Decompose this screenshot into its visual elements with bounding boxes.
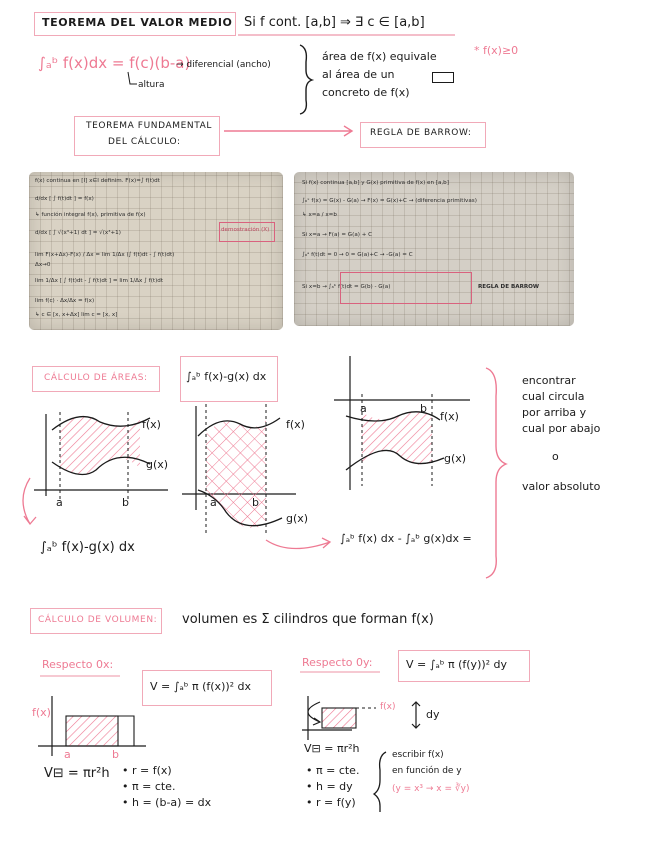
area-g2-a: a [210, 496, 217, 509]
photo-left-line: ↳ c ∈ [x, x+Δx] lim c = [x, x] [35, 312, 118, 318]
tvm-area-note-1: área de f(x) equivale [322, 50, 437, 63]
volumen-oy-formula: V = ∫ₐᵇ π (f(y))² dy [406, 658, 508, 671]
tvm-condition: * f(x)≥0 [474, 44, 519, 57]
area-g2-b: b [252, 496, 259, 509]
area-g3-fx: f(x) [440, 410, 459, 423]
tvm-altura: altura [138, 80, 165, 90]
volumen-ox-title: Respecto 0x: [42, 658, 114, 671]
photo-right-line: ∫ₐˣ f(x) = G(x) - G(a) → F(x) = G(x)+C → (diferencia primitivas) [302, 198, 477, 204]
areas-note-2: cual circula [522, 390, 585, 403]
photo-left-line: Δx→0 [35, 262, 51, 268]
photo-left-line: f(x) continua en [I] x∈I definim. F(x)=∫ f(t)dt [35, 178, 160, 184]
area-g1-b: b [122, 496, 129, 509]
volumen-oy-title: Respecto 0y: [302, 656, 373, 669]
areas-bottom-formula: ∫ₐᵇ f(x)-g(x) dx [40, 540, 135, 555]
area-g1-a: a [56, 496, 63, 509]
volumen-oy-r: • r = f(y) [306, 796, 356, 809]
volumen-ox-a: a [64, 748, 71, 761]
areas-formula: ∫ₐᵇ f(x)-g(x) dx [186, 370, 267, 383]
photo-right-line: ∫ₐᵃ f(t)dt = 0 → 0 = G(a)+C → -G(a) = C [302, 252, 413, 258]
tvm-area-note-2: al área de un [322, 68, 395, 81]
areas-note-5: valor absoluto [522, 480, 601, 493]
photo-left-line: ↳ función integral f(x), primitiva de f(x) [35, 212, 146, 218]
photo-right-regla: REGLA DE BARROW [478, 284, 540, 290]
volumen-ox-v: V⊟ = πr²h [44, 766, 110, 781]
photo-right-line: Si x=a → F(a) = G(a) + C [302, 232, 373, 238]
volumen-ox-pi: • π = cte. [122, 780, 176, 793]
areas-note-4: cual por abajo [522, 422, 601, 435]
area-g1-fx: f(x) [142, 418, 161, 431]
volumen-oy-dy: dy [426, 708, 440, 721]
photo-right-line: Si x=b → ∫ₐᵇ f(t)dt = G(b) - G(a) [302, 284, 391, 290]
volumen-oy-fx: f(x) [380, 702, 396, 712]
fundamental-title-1: TEOREMA FUNDAMENTAL [86, 121, 212, 131]
areas-note-dot: o [552, 450, 559, 463]
volumen-desc: volumen es Σ cilindros que forman f(x) [182, 612, 434, 627]
area-g3-a: a [360, 402, 367, 415]
area-g3-gx: g(x) [444, 452, 467, 465]
volumen-oy-h: • h = dy [306, 780, 353, 793]
fundamental-title-2: DEL CÁLCULO: [108, 137, 181, 147]
areas-split-formula: ∫ₐᵇ f(x) dx - ∫ₐᵇ g(x)dx = [340, 532, 472, 545]
photo-right-line: Si f(x) continua [a,b] y G(x) primitiva de f(x) en [a,b] [302, 180, 449, 186]
photo-left-line: lim F(x+Δx)-F(x) / Δx = lim 1/Δx (∫ f(t)dt - ∫ f(t)dt) [35, 252, 175, 258]
tvm-statement: Si f cont. [a,b] ⇒ ∃ c ∈ [a,b] [244, 15, 425, 30]
area-g2-fx: f(x) [286, 418, 305, 431]
volumen-oy-pi: • π = cte. [306, 764, 360, 777]
areas-note-1: encontrar [522, 374, 576, 387]
photo-left-line: lim 1/Δx [ ∫ f(t)dt - ∫ f(t)dt ] = lim 1/Δx ∫ f(t)dt [35, 278, 164, 284]
volumen-title: CÁLCULO DE VOLUMEN: [38, 615, 158, 625]
areas-title: CÁLCULO DE ÁREAS: [44, 373, 148, 383]
volumen-oy-note-1: escribir f(x) [392, 750, 444, 760]
tvm-diferencial: → diferencial (ancho) [176, 60, 271, 70]
volumen-ox-b: b [112, 748, 119, 761]
volumen-oy-note-3: (y = x³ → x = ∛y) [392, 784, 470, 794]
area-g1-gx: g(x) [146, 458, 169, 471]
volumen-oy-note-2: en función de y [392, 766, 462, 776]
photo-left-line: d/dx [ ∫ f(t)dt ] = f(x) [35, 196, 94, 202]
areas-note-3: por arriba y [522, 406, 587, 419]
volumen-ox-fx: f(x) [32, 706, 51, 719]
volumen-ox-r: • r = f(x) [122, 764, 172, 777]
area-g3-b: b [420, 402, 427, 415]
photo-left-line: d/dx [ ∫ √(x³+1) dt ] = √(x³+1) [35, 230, 121, 236]
photo-left-demo: demostración (X) [221, 227, 270, 233]
photo-right-line: ↳ x=a / x=b [302, 212, 337, 218]
barrow-title: REGLA DE BARROW: [370, 128, 472, 138]
volumen-ox-h: • h = (b-a) = dx [122, 796, 212, 809]
tvm-title: TEOREMA DEL VALOR MEDIO [42, 16, 233, 29]
photo-left-line: lim f(c) · Δx/Δx = f(x) [35, 298, 95, 304]
tvm-integral: ∫ₐᵇ f(x)dx = f(c)(b-a) [38, 54, 191, 72]
area-g2-gx: g(x) [286, 512, 309, 525]
volumen-ox-formula: V = ∫ₐᵇ π (f(x))² dx [150, 680, 252, 693]
tvm-area-note-3: concreto de f(x) [322, 86, 410, 99]
volumen-oy-v: V⊟ = πr²h [304, 742, 360, 755]
